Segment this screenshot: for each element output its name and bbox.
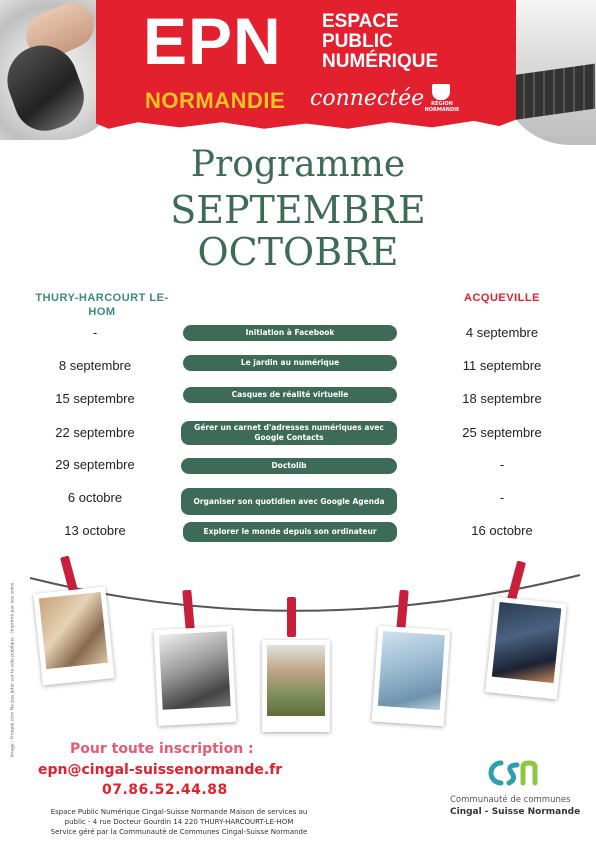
row-right-date: 16 octobre [471,523,533,538]
row-left-date: 8 septembre [58,358,132,373]
row-left-date: 13 octobre [64,523,126,538]
address-line: Espace Public Numérique Cingal-Suisse Normande Maison de services au [50,808,308,816]
laptop-photo [492,602,561,683]
connectee-text: connectée [310,86,425,111]
activity-pill: Gérer un carnet d'adresses numériques avec Google Contacts [181,421,397,445]
smartphone-photo [159,631,231,709]
row-right-date: 25 septembre [462,425,542,440]
epn-logo-text: EPN [143,4,282,78]
cc-logo-line1: Communauté de communes [450,795,571,805]
region-logo-text: RÉGION NORMANDIE [424,101,460,113]
contact-email[interactable]: epn@cingal-suissenormande.fr [38,762,283,778]
photo-seniors-tablet [33,586,114,685]
address-line: public - 4 rue Docteur Gourdin 14 220 THURY-HARCOURT-LE-HOM [64,818,294,826]
row-left-date: 6 octobre [67,490,123,505]
activity-pill: Initiation à Facebook [183,325,397,341]
cc-logo-line2: Cingal - Suisse Normande [450,807,581,817]
row-left-date: 29 septembre [55,457,135,472]
row-left-date: - [92,325,98,340]
inscription-label: Pour toute inscription : [70,741,254,757]
activity-pill: Organiser son quotidien avec Google Agenda [181,488,397,515]
garden-photo [267,645,325,716]
subtitle-line: NUMÉRIQUE [322,51,439,72]
photo-laptop [485,596,567,699]
cingal-suisse-normande-logo [485,757,545,789]
activity-pill: Casques de réalité virtuelle [183,387,397,403]
title-month-1: SEPTEMBRE [170,188,426,232]
address-block [40,807,318,837]
subtitle-line: PUBLIC [322,31,393,52]
robot-photo [378,631,445,710]
clothespin-icon [287,597,296,637]
activity-pill: Explorer le monde depuis son ordinateur [183,522,397,542]
row-left-date: 22 septembre [55,425,135,440]
row-left-date: 15 septembre [55,391,135,406]
row-right-date: 11 septembre [462,358,542,373]
contact-phone[interactable]: 07.86.52.44.88 [102,782,228,798]
photo-hand-smartphone [154,626,237,726]
seniors-photo [39,592,108,669]
header-acqueville: ACQUEVILLE [464,292,540,304]
title-month-2: OCTOBRE [197,230,399,274]
row-right-date: - [499,457,505,472]
subtitle-line: ESPACE [322,11,399,32]
activity-pill: Le jardin au numérique [183,355,397,371]
header-thury-harcourt: THURY-HARCOURT LE-HOM [35,292,169,318]
epn-subtitle [322,12,438,72]
row-right-date: 18 septembre [462,391,542,406]
address-line: Service géré par la Communauté de Communes Cingal-Suisse Normande [50,828,308,836]
photo-garden [262,640,330,732]
row-right-date: 4 septembre [465,325,539,340]
photo-robot-hand [372,626,451,727]
shield-icon [432,84,450,100]
activity-pill: Doctolib [181,458,397,474]
credits-side-text: Image : Freepik.com Ne pas jeter sur la voie publique - Imprimé par nos soins [10,582,16,758]
region-normandie-logo [420,84,464,112]
title-programme: Programme [190,144,406,185]
row-right-date: - [499,490,505,505]
normandie-text: NORMANDIE [145,88,286,113]
